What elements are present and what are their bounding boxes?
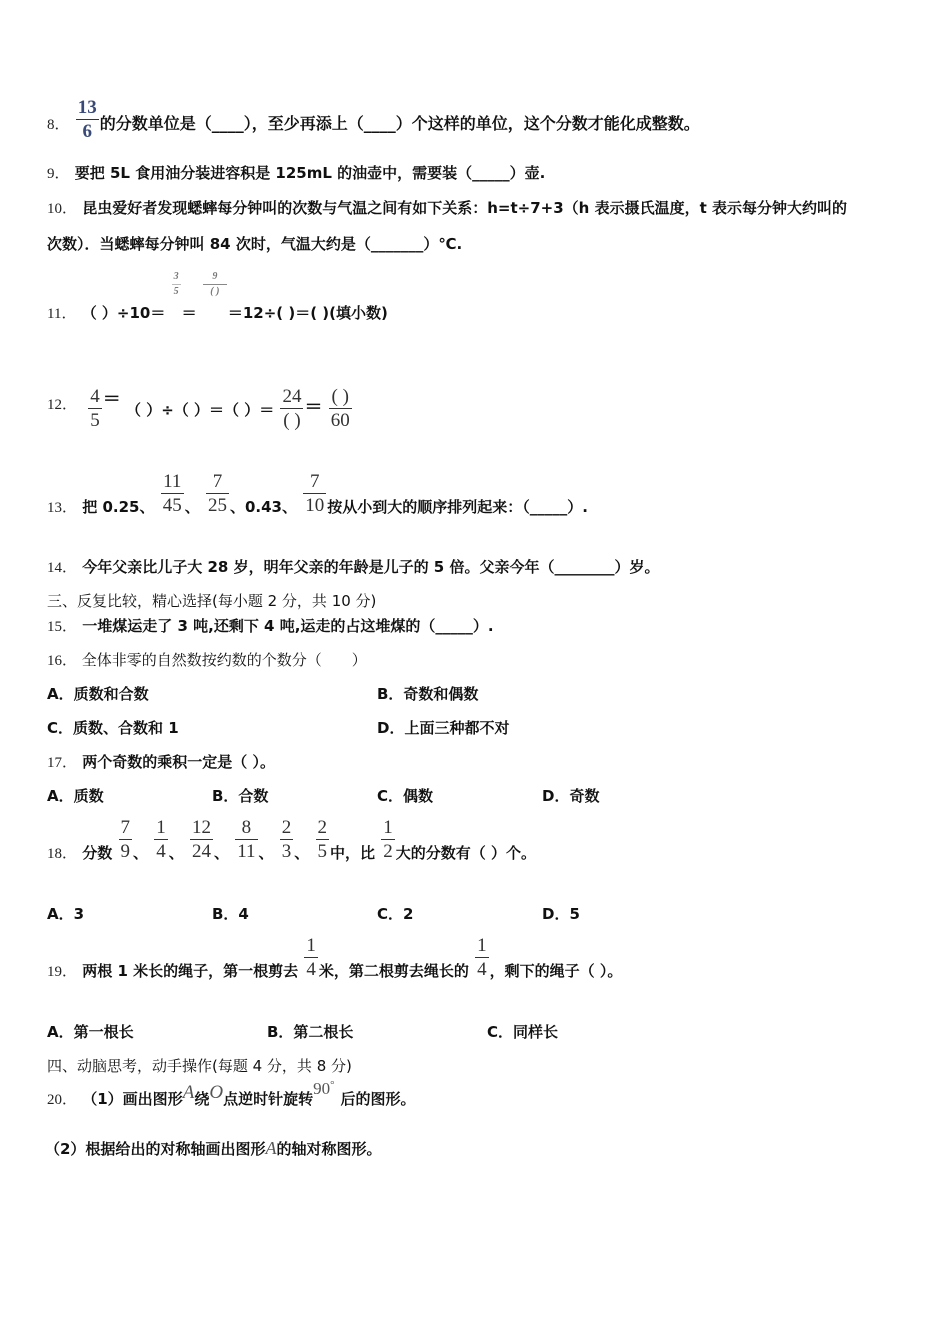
- angle-value: 90: [313, 1079, 331, 1098]
- option-b[interactable]: B．奇数和偶数: [377, 685, 479, 703]
- question-text: 昆虫爱好者发现蟋蟀每分钟叫的次数与气温之间有如下关系：h=t÷7+3（h 表示摄氏温度，t 表示每分钟大约叫的: [82, 199, 847, 217]
- question-number: 17．: [47, 755, 78, 771]
- expression-part: 、0.43、: [229, 498, 297, 516]
- question-number: 11．: [47, 306, 77, 322]
- option-c[interactable]: C．质数、合数和 1: [47, 719, 179, 737]
- separator: 、: [168, 844, 184, 862]
- question-text: 的分数单位是（____），至少再添上（____）个这样的单位，这个分数才能化成整数。: [99, 114, 700, 133]
- fraction: $\frac{( )}{60}$: [330, 386, 350, 431]
- question-14: [47, 556, 659, 577]
- question-19: [47, 936, 622, 981]
- equals-sign: ＝: [102, 389, 121, 410]
- section-4-heading: 四、动脑思考，动手操作(每题 4 分，共 8 分): [47, 1057, 352, 1075]
- question-number: 20．: [47, 1092, 78, 1108]
- question-number: 18．: [47, 846, 78, 862]
- equals-sign: ＝: [181, 304, 197, 322]
- fraction: $\frac{7}{9}$: [120, 817, 130, 862]
- expression-part: 把 0.25、: [82, 498, 155, 516]
- question-13: [47, 472, 588, 517]
- expression-part: 两根 1 米长的绳子，第一根剪去: [82, 962, 299, 980]
- fraction: $\frac{13}{6}$: [77, 97, 97, 142]
- question-10-line-1: [47, 197, 847, 218]
- option-c[interactable]: C．偶数: [377, 787, 434, 805]
- question-number: 16．: [47, 653, 78, 669]
- question-text: 两个奇数的乘积一定是（ ）。: [82, 753, 275, 771]
- fraction: $\frac{1}{4}$: [306, 935, 316, 980]
- question-12: [47, 385, 353, 430]
- fraction: $\frac{1}{4}$: [156, 817, 166, 862]
- option-b[interactable]: B．4: [212, 905, 249, 923]
- expression-part: 点逆时针旋转: [223, 1090, 314, 1108]
- question-20: [47, 1079, 416, 1110]
- fraction: $\frac{2}{5}$: [317, 817, 328, 862]
- option-d[interactable]: D．奇数: [542, 787, 600, 805]
- figure-label-a: A: [182, 1082, 195, 1103]
- option-b[interactable]: B．合数: [212, 787, 269, 805]
- option-d[interactable]: D．上面三种都不对: [377, 719, 510, 737]
- expression-part: 的轴对称图形。: [276, 1140, 382, 1158]
- point-label-o: O: [209, 1082, 224, 1103]
- fraction: $\frac{12}{24}$: [192, 817, 211, 862]
- option-c[interactable]: C．2: [377, 905, 414, 923]
- expression-part: ＝12÷( )＝( )(填小数): [227, 304, 388, 322]
- separator: 、: [184, 498, 200, 516]
- expression-part: （ ）÷（ ）＝（ ）＝: [125, 401, 275, 419]
- option-a[interactable]: A．第一根长: [47, 1023, 134, 1041]
- question-15: [47, 615, 494, 636]
- separator: 、: [294, 844, 310, 862]
- question-11: [47, 272, 388, 323]
- question-9: [47, 162, 545, 183]
- fraction: $\frac{7}{10}$: [305, 471, 325, 516]
- fraction: $\frac{24}{( )}$: [282, 386, 302, 431]
- question-text: 全体非零的自然数按约数的个数分（ ）: [81, 651, 367, 669]
- expression-part: 按从小到大的顺序排列起来：（_____）.: [327, 498, 588, 516]
- option-d[interactable]: D．5: [542, 905, 580, 923]
- question-text: 次数）．当蟋蟀每分钟叫 84 次时，气温大约是（_______）℃.: [47, 235, 463, 253]
- expression-part: （2）根据给出的对称轴画出图形: [45, 1140, 266, 1158]
- separator: 、: [133, 844, 149, 862]
- expression-part: 后的图形。: [340, 1090, 416, 1108]
- question-8: [47, 98, 700, 141]
- expression-part: ，剩下的绳子（ ）。: [489, 962, 623, 980]
- question-17: [47, 751, 275, 772]
- expression-part: （ ）÷10＝: [81, 304, 166, 322]
- question-number: 13．: [47, 500, 78, 516]
- expression-part: （1）画出图形: [82, 1090, 183, 1108]
- separator: 、: [258, 844, 274, 862]
- question-text: 一堆煤运走了 3 吨,还剩下 4 吨,运走的占这堆煤的（_____）.: [82, 617, 494, 635]
- expression-part: 分数: [82, 844, 113, 862]
- expression-part: 米，第二根剪去绳长的: [318, 962, 469, 980]
- question-number: 12．: [47, 397, 78, 413]
- fraction: $\frac{1}{2}$: [383, 817, 393, 862]
- fraction: $\frac{1}{4}$: [477, 935, 487, 980]
- question-20-part-2: [45, 1138, 381, 1159]
- option-b[interactable]: B．第二根长: [267, 1023, 354, 1041]
- fraction: $\frac{2}{3}$: [281, 817, 292, 862]
- section-3-heading: 三、反复比较，精心选择(每小题 2 分，共 10 分): [47, 592, 377, 610]
- option-c[interactable]: C．同样长: [487, 1023, 559, 1041]
- fraction: $\frac{3}{5}$: [173, 271, 179, 297]
- expression-part: 中，比: [330, 844, 376, 862]
- question-16: [47, 649, 367, 670]
- question-number: 19．: [47, 964, 78, 980]
- question-number: 9．: [47, 166, 70, 182]
- option-a[interactable]: A．质数和合数: [47, 685, 149, 703]
- option-a[interactable]: A．质数: [47, 787, 104, 805]
- question-number: 14．: [47, 560, 78, 576]
- option-a[interactable]: A．3: [47, 905, 85, 923]
- question-18: [47, 818, 536, 863]
- fraction: $\frac{4}{5}$: [90, 386, 100, 431]
- question-number: 15．: [47, 619, 78, 635]
- fraction: $\frac{8}{11}$: [237, 817, 256, 862]
- figure-label-a: A: [265, 1138, 277, 1158]
- separator: 、: [214, 844, 230, 862]
- question-number: 8．: [47, 117, 70, 133]
- fraction: $\frac{11}{45}$: [162, 471, 182, 516]
- fraction: $\frac{7}{25}$: [207, 471, 227, 516]
- question-number: 10．: [47, 201, 78, 217]
- degree-symbol: °: [330, 1079, 335, 1091]
- expression-part: 绕: [194, 1090, 210, 1108]
- question-10-line-2: [47, 233, 462, 254]
- expression-part: 大的分数有（ ）个。: [395, 844, 537, 862]
- question-text: 要把 5L 食用油分装进容积是 125mL 的油壶中，需要装（_____）壶.: [74, 164, 546, 182]
- fraction: $\frac{9}{( )}$: [203, 272, 227, 297]
- question-text: 今年父亲比儿子大 28 岁，明年父亲的年龄是儿子的 5 倍。父亲今年（________）岁。: [82, 558, 660, 576]
- equals-sign: ＝: [304, 397, 323, 418]
